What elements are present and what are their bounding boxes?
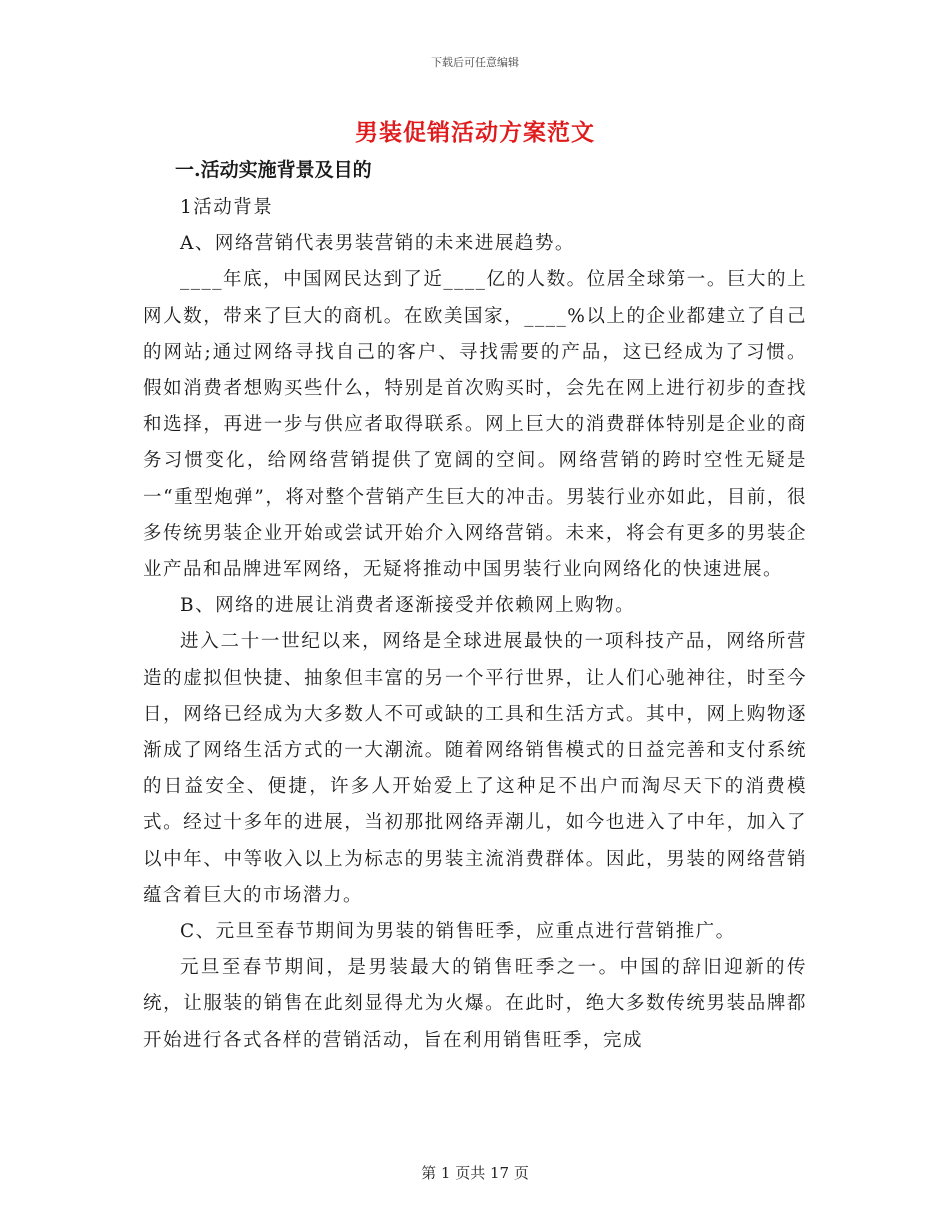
paragraph-peak-season: 元旦至春节期间，是男装最大的销售旺季之一。中国的辞旧迎新的传统，让服装的销售在此刻显得尤为火爆。在此时，绝大多数传统男装品牌都开始进行各式各样的营销活动，旨在利用销售旺季，完成 xyxy=(143,957,807,1051)
document-title: 男装促销活动方案范文 xyxy=(355,119,595,146)
paragraph-point-c: C、元旦至春节期间为男装的销售旺季，应重点进行营销推广。 xyxy=(180,921,736,943)
paragraph-point-a: A、网络营销代表男装营销的未来进展趋势。 xyxy=(180,233,575,255)
paragraph-network-stats: ____年底，中国网民达到了近____亿的人数。位居全球第一。巨大的上网人数，带来了巨大的商机。在欧美国家，____%以上的企业都建立了自己的网站;通过网络寻找自己的客户、寻找需要的产品，这已经成为了习惯。假如消费者想购买些什么，特别是首次购买时，会先在网上进行初步的查找和选择，再进一步与供应者取得联系。网上巨大的消费群体特别是企业的商务习惯变化，给网络营销提供了宽阔的空间。网络营销的跨时空性无疑是一“重型炮弹”，将对整个营销产生巨大的冲击。男装行业亦如此，目前，很多传统男装企业开始或尝试开始介入网络营销。未来，将会有更多的男装企业产品和品牌进军网络，无疑将推动中国男装行业向网络化的快速进展。 xyxy=(143,269,807,581)
document-body xyxy=(143,190,807,1059)
page-number-footer: 第 1 页共 17 页 xyxy=(421,1164,529,1182)
paragraph-activity-background: 1活动背景 xyxy=(180,197,274,218)
paragraph-point-b: B、网络的进展让消费者逐渐接受并依赖网上购物。 xyxy=(180,595,636,617)
section-heading: 一.活动实施背景及目的 xyxy=(175,159,372,181)
header-note: 下载后可任意编辑 xyxy=(431,56,519,69)
paragraph-online-shopping: 进入二十一世纪以来，网络是全球进展最快的一项科技产品，网络所营造的虚拟但快捷、抽象但丰富的另一个平行世界，让人们心驰神往，时至今日，网络已经成为大多数人不可或缺的工具和生活方式。其中，网上购物逐渐成了网络生活方式的一大潮流。随着网络销售模式的日益完善和支付系统的日益安全、便捷，许多人开始爱上了这种足不出户而淘尽天下的消费模式。经过十多年的进展，当初那批网络弄潮儿，如今也进入了中年，加入了以中年、中等收入以上为标志的男装主流消费群体。因此，男装的网络营销蕴含着巨大的市场潜力。 xyxy=(143,631,807,906)
